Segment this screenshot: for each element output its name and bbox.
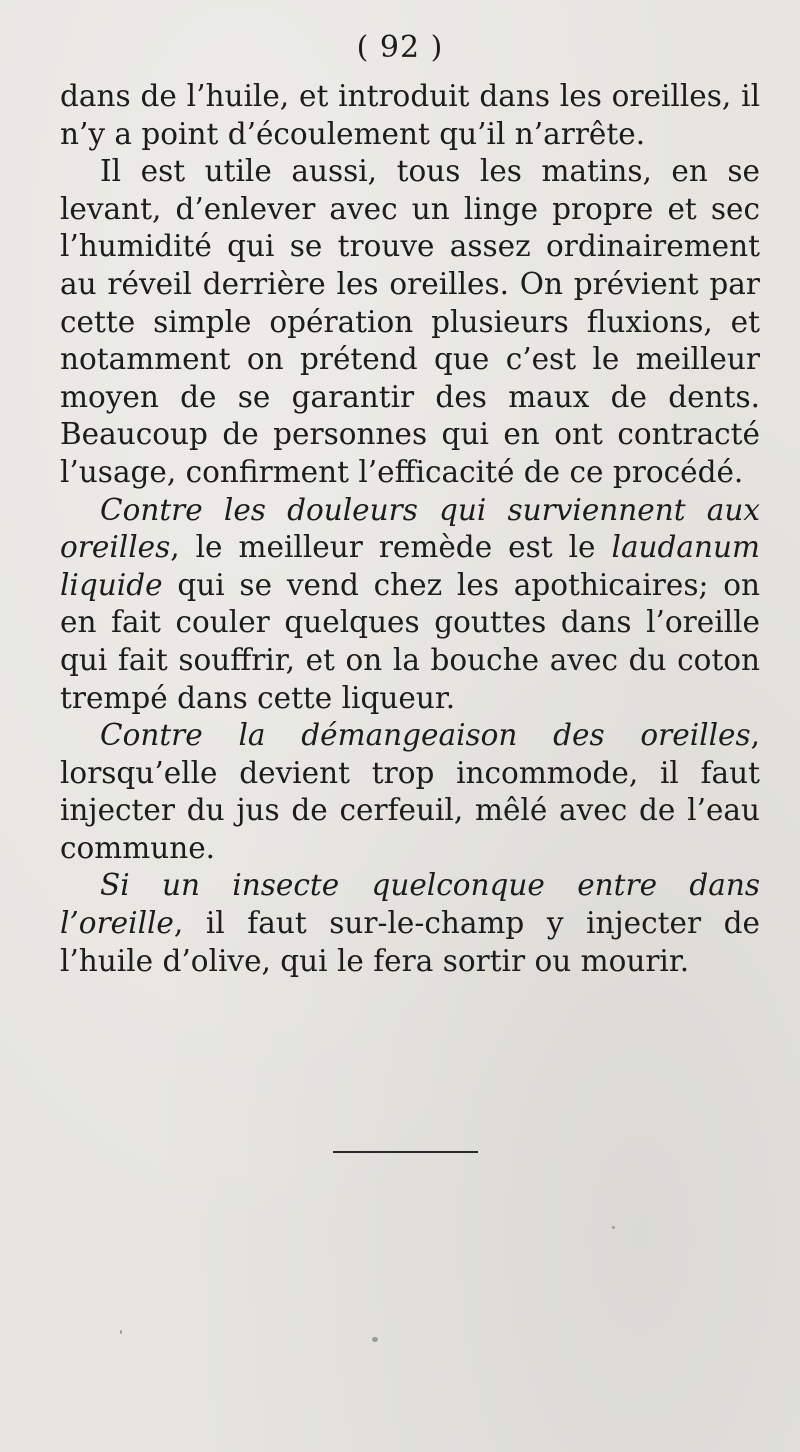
paragraph: [60, 867, 760, 980]
text-segment: dans de l’huile, et introduit dans les oreilles, il n’y a point d’écoulement qu’il n’arrête.: [60, 79, 760, 151]
paragraph: [60, 153, 760, 491]
paper-speck: [120, 1330, 122, 1334]
text-segment: qui se vend chez les apothicaires; on en fait couler quelques gouttes dans l’oreille qui fait souffrir, et on la bouche avec du coton trempé dans cette liqueur.: [60, 567, 760, 715]
text-segment: , lorsqu’elle devient trop incommode, il faut injecter du jus de cerfeuil, mêlé avec de l’eau commune.: [60, 718, 760, 865]
italic-text-segment: Contre la démangeaison des oreilles: [100, 718, 751, 753]
paper-speck: [612, 1226, 615, 1229]
paper-speck: [372, 1337, 378, 1342]
italic-text-segment: Contre les douleurs qui surviennent aux oreilles: [60, 492, 760, 565]
italic-text-segment: Si un insecte quelconque entre dans l’oreille: [60, 868, 760, 941]
italic-text-segment: laudanum liquide: [60, 530, 760, 602]
page-number: ( 92 ): [356, 30, 444, 65]
paragraph: [60, 78, 760, 153]
paragraph: [60, 717, 760, 867]
body-text: [60, 78, 760, 980]
text-segment: , le meilleur remède est le: [170, 530, 612, 565]
text-segment: Il est utile aussi, tous les matins, en se levant, d’enlever avec un linge propre et sec l’humidité qui se trouve assez ordinairement au réveil derrière les oreilles. On prévient par cette simple opération plusieurs fluxions, et notamment on prétend que c’est le meilleur moyen de se garantir des maux de dents. Beaucoup de personnes qui en ont contracté l’usage, confirment l’efficacité de ce procédé.: [60, 154, 760, 489]
paragraph: [60, 492, 760, 718]
text-segment: , il faut sur-le-champ y injecter de l’huile d’olive, qui le fera sortir ou mourir.: [60, 906, 760, 978]
end-rule: [333, 1151, 478, 1153]
